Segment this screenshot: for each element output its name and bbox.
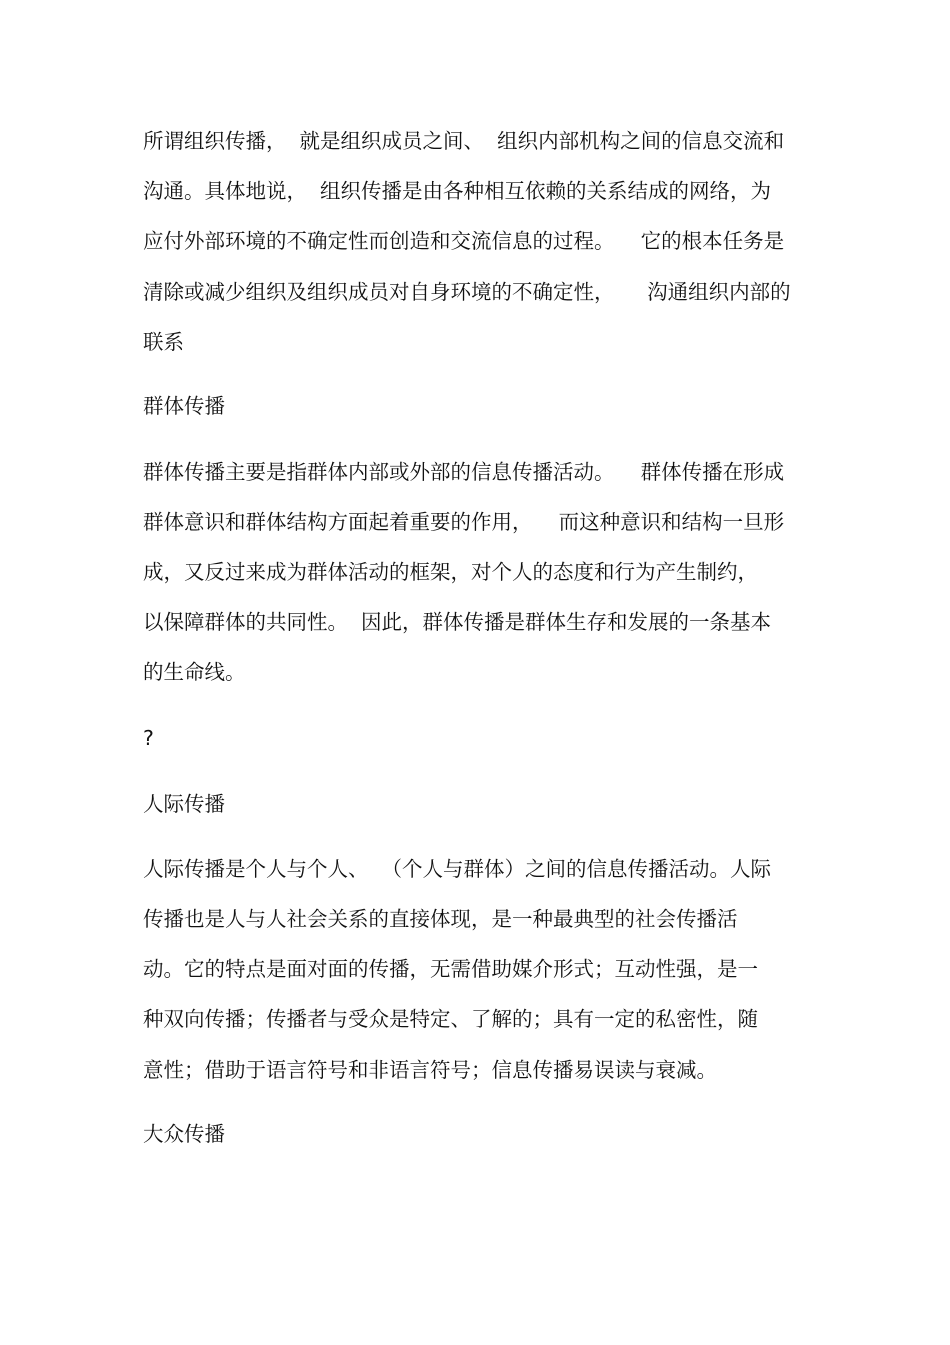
paragraph-line: 群体传播主要是指群体内部或外部的信息传播活动。 群体传播在形成	[143, 460, 785, 484]
paragraph-line: 动。它的特点是面对面的传播，无需借助媒介形式；互动性强，是一	[143, 957, 758, 981]
paragraph-line: 所谓组织传播， 就是组织成员之间、 组织内部机构之间的信息交流和	[143, 129, 785, 153]
paragraph-line: 种双向传播；传播者与受众是特定、了解的；具有一定的私密性，随	[143, 1007, 758, 1031]
question-mark: ?	[143, 726, 154, 750]
paragraph-line: 成，又反过来成为群体活动的框架，对个人的态度和行为产生制约，	[143, 560, 758, 584]
paragraph-line: 联系	[143, 330, 184, 354]
paragraph-line: 的生命线。	[143, 660, 246, 684]
paragraph-line: 人际传播是个人与个人、 （个人与群体）之间的信息传播活动。人际	[143, 857, 772, 881]
section-heading: 群体传播	[143, 394, 225, 418]
paragraph-line: 意性；借助于语言符号和非语言符号；信息传播易误读与衰减。	[143, 1058, 717, 1082]
paragraph-line: 应付外部环境的不确定性而创造和交流信息的过程。 它的根本任务是	[143, 229, 785, 253]
paragraph-line: 传播也是人与人社会关系的直接体现，是一种最典型的社会传播活	[143, 907, 738, 931]
section-heading: 人际传播	[143, 792, 225, 816]
paragraph-line: 以保障群体的共同性。 因此，群体传播是群体生存和发展的一条基本	[143, 610, 772, 634]
paragraph-line: 群体意识和群体结构方面起着重要的作用， 而这种意识和结构一旦形	[143, 510, 785, 534]
section-heading: 大众传播	[143, 1122, 225, 1146]
paragraph-line: 沟通。具体地说， 组织传播是由各种相互依赖的关系结成的网络，为	[143, 179, 772, 203]
paragraph-line: 清除或减少组织及组织成员对自身环境的不确定性， 沟通组织内部的	[143, 280, 791, 304]
